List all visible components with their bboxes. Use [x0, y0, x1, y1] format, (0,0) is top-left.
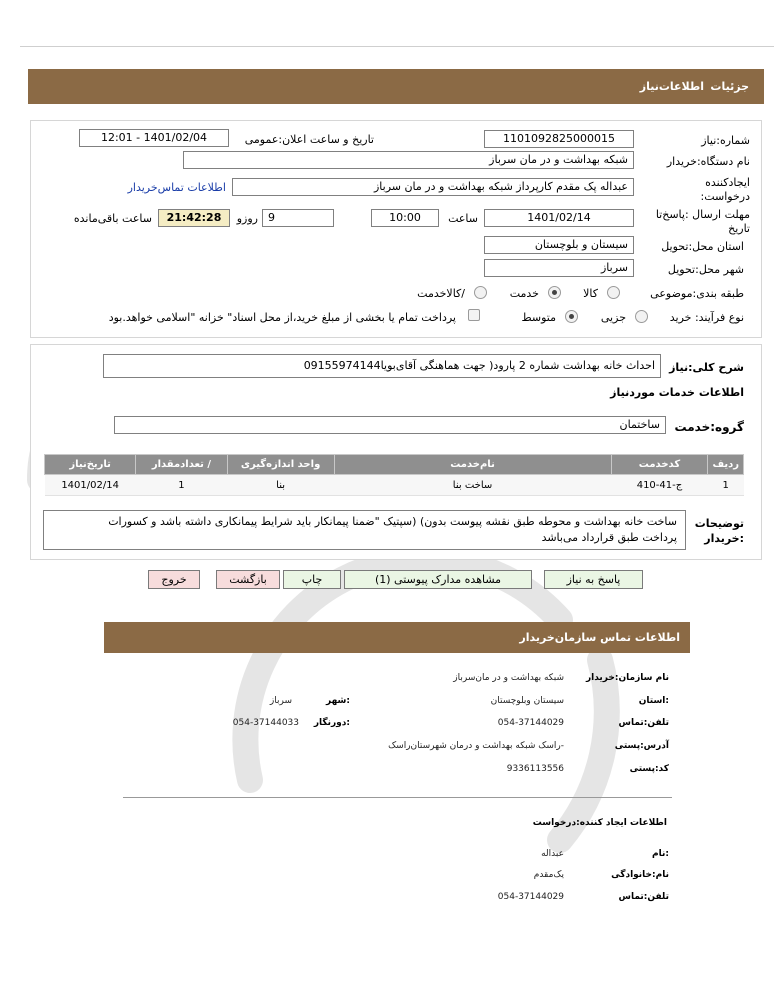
- process-partial-radio[interactable]: [635, 310, 648, 323]
- buyer-org-field: شبکه بهداشت و در مان سرباز: [183, 151, 634, 169]
- process-medium-label: متوسط: [521, 311, 556, 324]
- cell-row: 1: [708, 475, 744, 496]
- cell-need-date: 1401/02/14: [45, 475, 136, 496]
- contact-address-label: آدرس:پستی: [614, 741, 669, 751]
- days-label: روزو: [236, 212, 258, 225]
- need-number-label: شماره:نیاز: [701, 134, 750, 147]
- remaining-time-field: 21:42:28: [158, 209, 230, 227]
- service-group-label: گروه:خدمت: [674, 420, 744, 434]
- col-service-code: کدخدمت: [611, 455, 708, 475]
- creator-phone-label: تلفن:تماس: [618, 892, 669, 902]
- creator-family-value: یک‌مقدم: [533, 870, 564, 880]
- contact-fax-label: :دورنگار: [313, 718, 350, 728]
- cell-unit: بنا: [227, 475, 334, 496]
- col-unit: واحد اندازه‌گیری: [227, 455, 334, 475]
- buyer-contact-title: اطلاعات تماس سازمان‌خریدار: [519, 631, 680, 644]
- category-goods-service-label: /کالاخدمت: [417, 287, 465, 300]
- reply-to-need-button[interactable]: پاسخ به نیاز: [544, 570, 643, 589]
- deadline-label-line2: تاریخ: [728, 222, 750, 235]
- treasury-payment-note: پرداخت تمام یا بخشی از مبلغ خرید،از محل اسناد" خزانه "اسلامی خواهد.بود: [108, 311, 456, 324]
- buyer-contact-link[interactable]: اطلاعات تماس‌خریدار: [127, 181, 226, 194]
- services-table: [44, 454, 744, 496]
- announce-date-field: 1401/02/04 - 12:01: [79, 129, 229, 147]
- remaining-time-label: ساعت باقی‌مانده: [73, 212, 152, 225]
- delivery-province-label: استان محل:تحویل: [661, 240, 744, 253]
- general-description-label: شرح کلی:نیاز: [669, 361, 744, 374]
- top-divider: [20, 46, 774, 47]
- deadline-label-line1: مهلت ارسال :پاسخ‌تا: [655, 208, 750, 221]
- cell-service-code: ج-41-410: [611, 475, 708, 496]
- contact-phone-value: 054-37144029: [497, 718, 564, 728]
- delivery-city-label: شهر محل:تحویل: [667, 263, 744, 276]
- contact-city-value: سرباز: [269, 696, 292, 706]
- buyer-notes-line2: پرداخت طبق قرارداد می‌باشد: [541, 531, 677, 544]
- delivery-province-field: سیستان و بلوچستان: [484, 236, 634, 254]
- contact-fax-value: 054-37144033: [232, 718, 299, 728]
- need-number-field: 1101092825000015: [484, 130, 634, 148]
- announce-date-label: تاریخ و ساعت اعلان:عمومی: [244, 133, 374, 146]
- contact-province-label: :استان: [638, 696, 669, 706]
- contact-address-value: -راسک شبکه بهداشت و درمان شهرستان‌راسک: [388, 741, 564, 751]
- required-services-title: اطلاعات خدمات موردنیاز: [610, 386, 744, 399]
- contact-phone-label: تلفن:تماس: [618, 718, 669, 728]
- creator-phone-value: 054-37144029: [497, 892, 564, 902]
- deadline-time-label: ساعت: [448, 212, 478, 225]
- col-row: ردیف: [708, 455, 744, 475]
- services-table-header: [45, 455, 744, 475]
- exit-button[interactable]: خروج: [148, 570, 200, 589]
- category-service-label: خدمت: [509, 287, 539, 300]
- creator-family-label: نام:خانوادگی: [611, 870, 669, 880]
- delivery-city-field: سرباز: [484, 259, 634, 277]
- process-partial-label: جزیی: [600, 311, 626, 324]
- category-goods-radio[interactable]: [607, 286, 620, 299]
- creator-name-value: عبداله: [541, 849, 564, 859]
- creator-info-title: اطلاعات ایجاد کننده:درخواست: [532, 818, 667, 828]
- tab-need-info[interactable]: اطلاعات‌نیاز: [639, 80, 704, 93]
- creator-field: عبداله پک مقدم کارپرداز شبکه بهداشت و در مان سرباز: [232, 178, 634, 196]
- contact-org-value: شبکه بهداشت و در مان‌سرباز: [453, 673, 564, 683]
- days-remaining-field: 9: [262, 209, 334, 227]
- buyer-notes-label-line1: توضیحات: [694, 517, 744, 530]
- view-attachments-button[interactable]: مشاهده مدارک پیوستی (1): [344, 570, 532, 589]
- buyer-contact-bar: [104, 622, 690, 653]
- service-group-field: ساختمان: [114, 416, 666, 434]
- deadline-time-field: 10:00: [371, 209, 439, 227]
- table-row: [45, 475, 744, 496]
- buyer-notes-label-line2: :خریدار: [704, 532, 744, 545]
- treasury-payment-checkbox[interactable]: [468, 309, 480, 321]
- category-goods-label: کالا: [583, 287, 598, 300]
- contact-postal-label: کد:پستی: [629, 764, 669, 774]
- contact-city-label: :شهر: [326, 696, 350, 706]
- details-header-bar: [28, 69, 764, 104]
- col-service-name: نام‌خدمت: [334, 455, 611, 475]
- buyer-notes-field: [43, 510, 686, 550]
- col-quantity: / تعدادمقدار: [136, 455, 227, 475]
- back-button[interactable]: بازگشت: [216, 570, 280, 589]
- process-type-label: نوع فرآیند: خرید: [669, 311, 744, 324]
- tab-details[interactable]: جزئیات: [710, 80, 749, 93]
- col-need-date: تاریخ‌نیاز: [45, 455, 136, 475]
- deadline-date-field: 1401/02/14: [484, 209, 634, 227]
- general-description-field: احداث خانه بهداشت شماره 2 پارود( جهت هماهنگی آقای‌بویا09155974144: [103, 354, 661, 378]
- cell-service-name: ساخت بنا: [334, 475, 611, 496]
- print-button[interactable]: چاپ: [283, 570, 341, 589]
- contact-org-label: نام سازمان:خریدار: [585, 673, 669, 683]
- creator-name-label: :نام: [652, 849, 669, 859]
- buyer-org-label: نام دستگاه:خریدار: [666, 155, 750, 168]
- creator-label-line1: ایجادکننده: [705, 176, 750, 189]
- contact-province-value: سیستان وبلوچستان: [490, 696, 564, 706]
- contact-postal-value: 9336113556: [506, 764, 564, 774]
- creator-label-line2: درخواست:: [700, 190, 750, 203]
- cell-quantity: 1: [136, 475, 227, 496]
- contact-divider: [123, 797, 672, 798]
- category-goods-service-radio[interactable]: [474, 286, 487, 299]
- category-label: طبقه بندی:موضوعی: [650, 287, 744, 300]
- category-service-radio[interactable]: [548, 286, 561, 299]
- process-medium-radio[interactable]: [565, 310, 578, 323]
- buyer-notes-line1: ساخت خانه بهداشت و محوطه طبق نقشه پیوست بدون) (سپتیک "ضمنا پیمانکار باید شرایط پیمانکاری داشته باشد و کسورات: [108, 515, 677, 528]
